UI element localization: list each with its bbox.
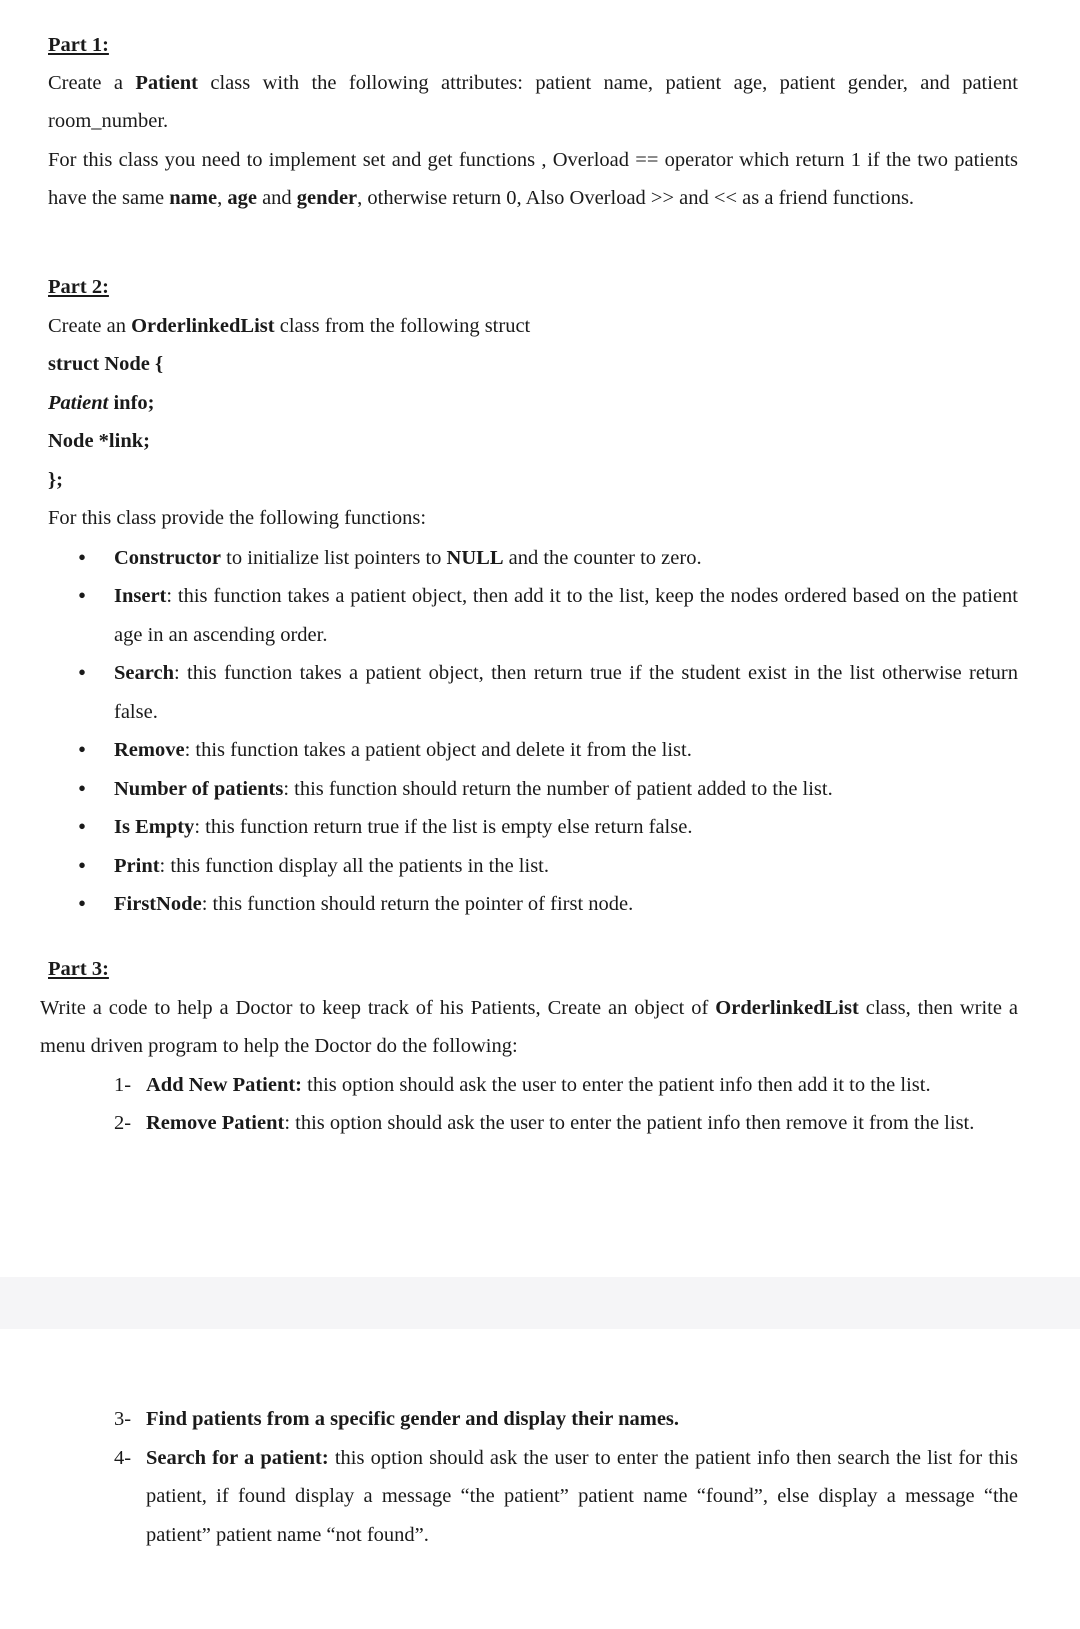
part2-intro: Create an OrderlinkedList class from the following struct — [48, 314, 531, 337]
code-line-info: Patient info; — [48, 391, 155, 414]
part3-heading: Part 3: — [48, 958, 109, 980]
part3-section — [40, 950, 1018, 1143]
part1-heading: Part 1: — [48, 34, 109, 56]
page-break-band — [0, 1277, 1080, 1329]
list-item: 3- Find patients from a specific gender and display their names. — [114, 1408, 680, 1430]
list-item: • Remove: this function takes a patient object and delete it from the list. — [48, 731, 1018, 770]
list-item: 1- Add New Patient: this option should ask the user to enter the patient info then add it to the list. — [114, 1073, 931, 1096]
code-line-link: Node *link; — [48, 430, 150, 452]
functions-intro: For this class provide the following functions: — [48, 507, 427, 529]
list-item: • Constructor to initialize list pointers to NULL and the counter to zero. — [48, 539, 1018, 578]
list-item: • FirstNode: this function should return the pointer of first node. — [48, 885, 1018, 924]
functions-list — [48, 539, 1018, 924]
part1-paragraph-2: For this class you need to implement set and get functions , Overload == operator which return 1 if the two patients have the same name, age and gender, otherwise return 0, Also Overload >> and << as a friend functions. — [48, 148, 1018, 209]
part3-continued — [48, 1400, 1018, 1554]
part2-heading: Part 2: — [48, 276, 109, 298]
part3-intro: Write a code to help a Doctor to keep track of his Patients, Create an object of OrderlinkedList class, then write a menu driven program to help the Doctor do the following: — [40, 996, 1018, 1057]
part2-section — [48, 268, 1018, 924]
list-item: 4- Search for a patient: this option should ask the user to enter the patient info then search the list for this patient, if found display a message “the patient” patient name “found”, else display a message “the patient” patient name “not found”. — [114, 1446, 1018, 1546]
list-item: • Insert: this function takes a patient object, then add it to the list, keep the nodes ordered based on the patient age in an ascending order. — [48, 577, 1018, 654]
list-item: • Print: this function display all the patients in the list. — [48, 847, 1018, 886]
list-item: • Search: this function takes a patient object, then return true if the student exist in the list otherwise return false. — [48, 654, 1018, 731]
code-line-close: }; — [48, 468, 63, 491]
list-item: • Is Empty: this function return true if the list is empty else return false. — [48, 808, 1018, 847]
part1-section — [48, 26, 1018, 218]
list-item: 2- Remove Patient: this option should ask the user to enter the patient info then remove it from the list. — [114, 1112, 975, 1134]
list-item: • Number of patients: this function should return the number of patient added to the list. — [48, 770, 1018, 809]
menu-options-list — [48, 1066, 1018, 1143]
part1-paragraph-1: Create a Patient class with the following attributes: patient name, patient age, patient gender, and patient room_number. — [48, 71, 1018, 132]
code-line-struct: struct Node { — [48, 353, 164, 375]
menu-options-list-continued — [48, 1400, 1018, 1554]
